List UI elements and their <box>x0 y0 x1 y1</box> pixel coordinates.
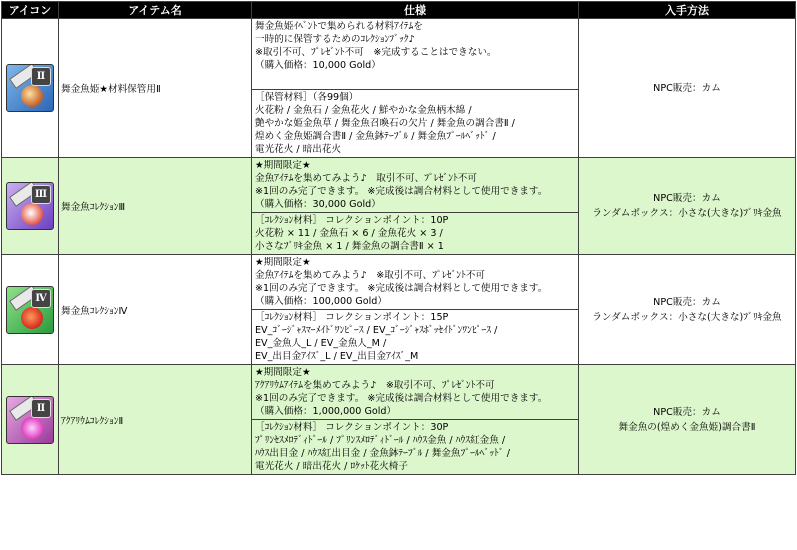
spec-line: ［ｺﾚｸｼｮﾝ材料］ コレクションポイント：30P <box>255 422 449 433</box>
spec-line: 金魚ｱｲﾃﾑを集めてみよう♪ ※取引不可、ﾌﾟﾚｾﾞﾝﾄ不可 <box>255 270 486 281</box>
header-item-name: アイテム名 <box>59 2 252 19</box>
acquire-cell <box>579 19 796 158</box>
acquire-cell <box>579 158 796 255</box>
spec-line: ﾌﾟﾘﾝｾｽﾒﾛﾃﾞｨﾄﾞｰﾙ / ﾌﾟﾘﾝｽﾒﾛﾃﾞｨﾄﾞｰﾙ / ﾊｳｽ金魚 / ﾊｳｽ紅金魚 / <box>255 435 506 446</box>
header-acquire: 入手方法 <box>579 2 796 19</box>
acquire-line: NPC販売：カム <box>653 296 721 308</box>
spec-line: （購入価格：1,000,000 Gold） <box>255 406 397 417</box>
spec-description <box>252 365 578 419</box>
spec-line: ※1回のみ完了できます。 ※完成後は調合材料として使用できます。 <box>255 393 548 404</box>
spec-line: ※1回のみ完了できます。 ※完成後は調合材料として使用できます。 <box>255 186 548 197</box>
grade-badge: Ⅲ <box>31 185 51 204</box>
spec-line: ※1回のみ完了できます。 ※完成後は調合材料として使用できます。 <box>255 283 548 294</box>
spec-line: ［保管材料］（各99個） <box>255 92 359 103</box>
spec-line: 電光花火 / 暗出花火 <box>255 144 342 155</box>
spec-line: EV_ｺﾞｰｼﾞｬｽﾏｰﾒｲﾄﾞﾜﾝﾋﾟｰｽ / EV_ｺﾞｰｼﾞｬｽﾎﾞｯｾｲﾄﾞﾝﾜﾝﾋﾟｰｽ / <box>255 325 498 336</box>
spec-description <box>252 19 578 89</box>
acquire-line: NPC販売：カム <box>653 82 721 94</box>
acquire-line: ランダムボックス：小さな(大きな)ﾌﾞﾘｷ金魚 <box>592 208 782 219</box>
spec-materials <box>252 309 578 364</box>
spec-line: （購入価格：100,000 Gold） <box>255 296 387 307</box>
acquire-line: NPC販売：カム <box>653 193 721 204</box>
spec-materials <box>252 419 578 474</box>
spec-cell <box>252 158 579 255</box>
spec-line: 火花粉 / 金魚石 / 金魚花火 / 鮮やかな金魚柄木綿 / <box>255 105 472 116</box>
spec-line: ★期間限定★ <box>255 257 311 268</box>
spec-description <box>252 158 578 212</box>
spec-line: ｱｸｱﾘｳﾑｱｲﾃﾑを集めてみよう♪ ※取引不可、ﾌﾟﾚｾﾞﾝﾄ不可 <box>255 380 495 391</box>
spec-line: EV_出目金ｱｲｽﾞ_L / EV_出目金ｱｲｽﾞ_M <box>255 351 419 362</box>
spec-line: 火花粉 × 11 / 金魚石 × 6 / 金魚花火 × 3 / <box>255 228 443 239</box>
spec-description <box>252 255 578 309</box>
goldfish-storage-book-icon <box>6 64 54 112</box>
spec-line: 金魚ｱｲﾃﾑを集めてみよう♪ 取引不可、ﾌﾟﾚｾﾞﾝﾄ不可 <box>255 173 477 184</box>
grade-badge: Ⅱ <box>31 67 51 86</box>
grade-badge: Ⅱ <box>31 399 51 418</box>
table-header-row <box>2 2 796 19</box>
spec-line: ［ｺﾚｸｼｮﾝ材料］ コレクションポイント：15P <box>255 312 449 323</box>
acquire-cell <box>579 255 796 365</box>
goldfish-collection-3-icon <box>6 182 54 230</box>
item-name: ｱｸｱﾘｳﾑｺﾚｸｼｮﾝⅡ <box>59 365 252 475</box>
acquire-line: NPC販売：カム <box>653 406 721 418</box>
spec-materials <box>252 89 578 157</box>
acquire-line: 舞金魚の(煌めく金魚姫)調合書Ⅱ <box>618 421 756 433</box>
goldfish-collection-4-icon <box>6 286 54 334</box>
spec-line: 電光花火 / 暗出花火 / ﾛｹｯﾄ花火椅子 <box>255 461 408 472</box>
item-name: 舞金魚ｺﾚｸｼｮﾝⅣ <box>59 255 252 365</box>
spec-line: ★期間限定★ <box>255 367 311 378</box>
table-row <box>2 255 796 365</box>
acquire-line: ランダムボックス：小さな(大きな)ﾌﾞﾘｷ金魚 <box>592 311 782 323</box>
spec-line: 小さなﾌﾞﾘｷ金魚 × 1 / 舞金魚の調合書Ⅱ × 1 <box>255 241 444 252</box>
spec-line: 煌めく金魚姫調合書Ⅱ / 金魚鉢ﾃｰﾌﾞﾙ / 舞金魚ﾌﾟｰﾙﾍﾞｯﾄﾞ / <box>255 131 496 142</box>
item-name: 舞金魚ｺﾚｸｼｮﾝⅢ <box>59 158 252 255</box>
icon-cell <box>2 158 59 255</box>
spec-materials <box>252 212 578 254</box>
icon-cell <box>2 365 59 475</box>
table-row <box>2 365 796 475</box>
spec-line: 一時的に保管するためのｺﾚｸｼｮﾝﾌﾞｯｸ♪ <box>255 34 415 45</box>
table-row <box>2 158 796 255</box>
spec-cell <box>252 365 579 475</box>
spec-line: （購入価格：30,000 Gold） <box>255 199 381 210</box>
spec-line: （購入価格：10,000 Gold） <box>255 60 381 71</box>
header-icon: アイコン <box>2 2 59 19</box>
spec-line: 艶やかな姫金魚草 / 舞金魚召喚石の欠片 / 舞金魚の調合書Ⅱ / <box>255 118 515 129</box>
spec-line: ※取引不可、ﾌﾟﾚｾﾞﾝﾄ不可 ※完成することはできない。 <box>255 47 497 58</box>
spec-line: ﾊｳｽ出目金 / ﾊｳｽ紅出目金 / 金魚鉢ﾃｰﾌﾞﾙ / 舞金魚ﾌﾟｰﾙﾍﾞｯﾄﾞ / <box>255 448 510 459</box>
item-table <box>1 1 796 475</box>
spec-line: EV_金魚人_L / EV_金魚人_M / <box>255 338 387 349</box>
item-name: 舞金魚姫★材料保管用Ⅱ <box>59 19 252 158</box>
icon-cell <box>2 255 59 365</box>
spec-cell <box>252 19 579 158</box>
spec-line: 舞金魚姫ｲﾍﾞﾝﾄで集められる材料ｱｲﾃﾑを <box>255 21 423 32</box>
spec-line: ［ｺﾚｸｼｮﾝ材料］ コレクションポイント：10P <box>255 215 449 226</box>
icon-cell <box>2 19 59 158</box>
acquire-cell <box>579 365 796 475</box>
spec-line: ★期間限定★ <box>255 160 311 171</box>
header-spec: 仕様 <box>252 2 579 19</box>
aquarium-collection-icon <box>6 396 54 444</box>
grade-badge: Ⅳ <box>31 289 51 308</box>
spec-cell <box>252 255 579 365</box>
table-row <box>2 19 796 158</box>
